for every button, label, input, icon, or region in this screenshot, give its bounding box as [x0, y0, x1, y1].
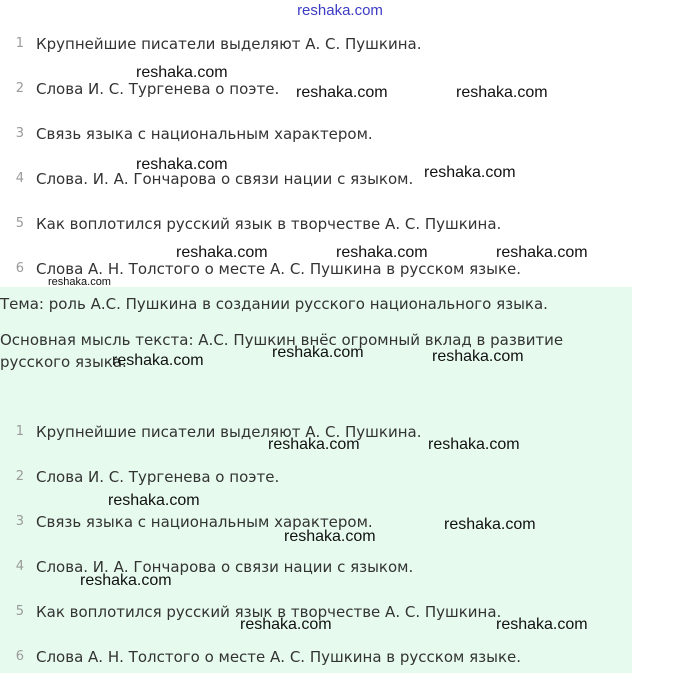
item-number: 4 [15, 171, 24, 186]
item-number: 1 [15, 36, 24, 51]
watermark: reshaka.com [496, 244, 588, 261]
watermark: reshaka.com [80, 572, 172, 589]
item-text: Слова И. С. Тургенева о поэте. [36, 468, 280, 486]
watermark: reshaka.com [432, 348, 524, 365]
watermark: reshaka.com [176, 244, 268, 261]
watermark: reshaka.com [272, 344, 364, 361]
item-number: 2 [15, 81, 24, 96]
watermark: reshaka.com [268, 436, 360, 453]
item-number: 3 [15, 126, 24, 141]
main-idea-text: Основная мысль текста: А.С. Пушкин внёс огромный вклад в развитие русского языка. [0, 331, 564, 371]
item-text: Связь языка с национальным характером. [36, 513, 373, 531]
watermark: reshaka.com [336, 244, 428, 261]
item-text: Слова. И. А. Гончарова о связи нации с языком. [36, 558, 414, 576]
item-number: 6 [15, 649, 24, 664]
watermark: reshaka.com [424, 164, 516, 181]
item-number: 1 [15, 424, 24, 439]
site-header-link[interactable]: reshaka.com [297, 2, 383, 19]
item-text: Слова И. С. Тургенева о поэте. [36, 80, 280, 98]
watermark: reshaka.com [48, 276, 111, 288]
watermark: reshaka.com [428, 436, 520, 453]
theme-text: Тема: роль А.С. Пушкина в создании русского национального языка. [0, 295, 548, 313]
watermark: reshaka.com [296, 84, 388, 101]
item-number: 6 [15, 261, 24, 276]
watermark: reshaka.com [284, 528, 376, 545]
item-text: Крупнейшие писатели выделяют А. С. Пушкина. [36, 423, 422, 441]
watermark: reshaka.com [496, 616, 588, 633]
item-text: Слова. И. А. Гончарова о связи нации с языком. [36, 170, 414, 188]
item-text: Как воплотился русский язык в творчестве А. С. Пушкина. [36, 603, 502, 621]
item-number: 2 [15, 469, 24, 484]
item-text: Связь языка с национальным характером. [36, 125, 373, 143]
item-text: Как воплотился русский язык в творчестве А. С. Пушкина. [36, 215, 502, 233]
item-number: 3 [15, 514, 24, 529]
watermark: reshaka.com [136, 156, 228, 173]
watermark: reshaka.com [456, 84, 548, 101]
item-text: Крупнейшие писатели выделяют А. С. Пушкина. [36, 35, 422, 53]
watermark: reshaka.com [240, 616, 332, 633]
watermark: reshaka.com [108, 492, 200, 509]
watermark: reshaka.com [136, 64, 228, 81]
item-number: 5 [15, 604, 24, 619]
item-text: Слова А. Н. Толстого о месте А. С. Пушкина в русском языке. [36, 260, 522, 278]
item-number: 4 [15, 559, 24, 574]
item-number: 5 [15, 216, 24, 231]
watermark: reshaka.com [444, 516, 536, 533]
watermark: reshaka.com [112, 352, 204, 369]
item-text: Слова А. Н. Толстого о месте А. С. Пушкина в русском языке. [36, 648, 522, 666]
